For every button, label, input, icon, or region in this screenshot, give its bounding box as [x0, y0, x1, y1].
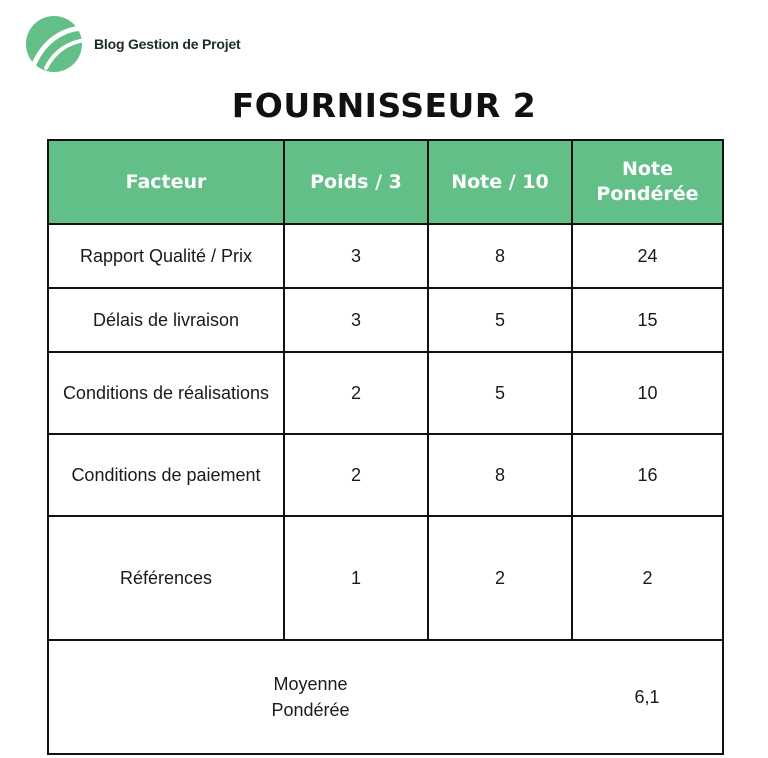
- cell-facteur: Conditions de réalisations: [48, 352, 284, 434]
- table-row: [48, 288, 723, 352]
- header-poids: Poids / 3: [284, 140, 428, 224]
- cell-facteur: Conditions de paiement: [48, 434, 284, 516]
- cell-poids: 2: [284, 434, 428, 516]
- table-header-row: [48, 140, 723, 224]
- header-note: Note / 10: [428, 140, 572, 224]
- cell-facteur: Délais de livraison: [48, 288, 284, 352]
- page-title: FOURNISSEUR 2: [231, 86, 537, 125]
- cell-poids: 3: [284, 224, 428, 288]
- brand-logo: [24, 14, 241, 74]
- cell-note: 5: [428, 352, 572, 434]
- leaf-logo-icon: [24, 14, 88, 74]
- cell-note: 8: [428, 224, 572, 288]
- table-row: [48, 224, 723, 288]
- cell-poids: 2: [284, 352, 428, 434]
- cell-ponderee: 15: [572, 288, 723, 352]
- cell-facteur: Rapport Qualité / Prix: [48, 224, 284, 288]
- table-footer-row: [48, 640, 723, 754]
- cell-note: 8: [428, 434, 572, 516]
- supplier-score-table: [47, 139, 724, 755]
- cell-ponderee: 24: [572, 224, 723, 288]
- table-row: [48, 516, 723, 640]
- cell-poids: 3: [284, 288, 428, 352]
- cell-note: 2: [428, 516, 572, 640]
- brand-name: Blog Gestion de Projet: [94, 36, 241, 52]
- table-row: [48, 434, 723, 516]
- footer-label-text: Moyenne Pondérée: [271, 674, 350, 720]
- table-row: [48, 352, 723, 434]
- cell-ponderee: 2: [572, 516, 723, 640]
- header-note-ponderee: Note Pondérée: [572, 140, 723, 224]
- header-facteur: Facteur: [48, 140, 284, 224]
- cell-note: 5: [428, 288, 572, 352]
- footer-label: [48, 640, 572, 754]
- cell-poids: 1: [284, 516, 428, 640]
- cell-ponderee: 16: [572, 434, 723, 516]
- cell-facteur: Références: [48, 516, 284, 640]
- footer-value: 6,1: [572, 640, 723, 754]
- cell-ponderee: 10: [572, 352, 723, 434]
